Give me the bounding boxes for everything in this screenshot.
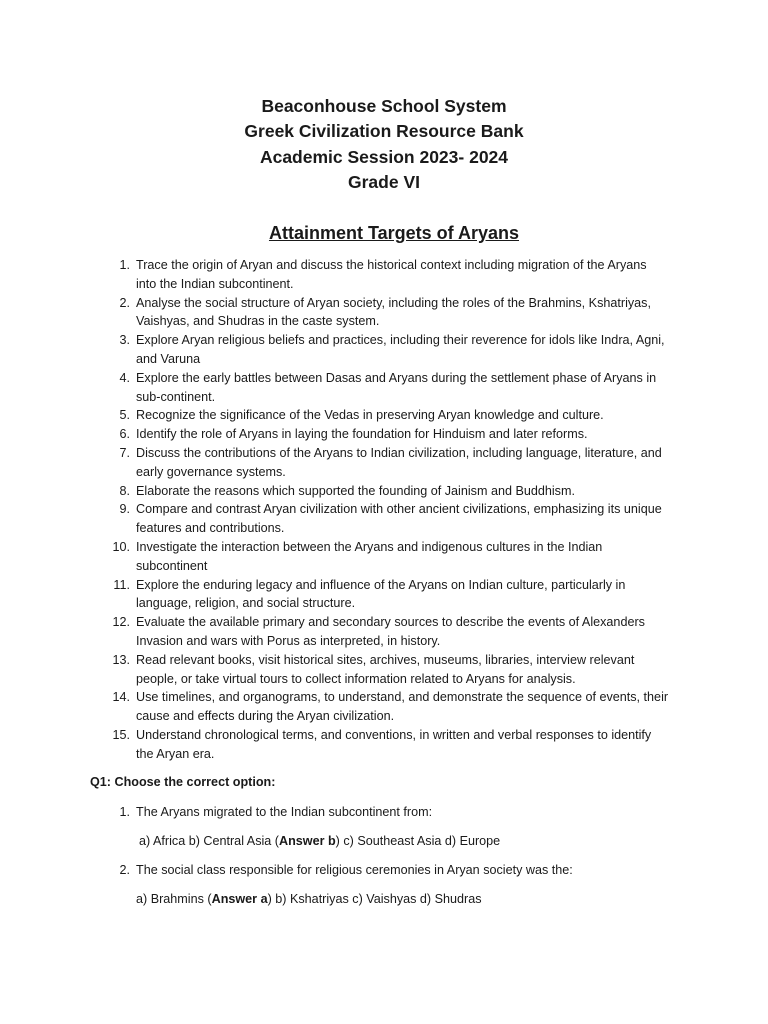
target-text: cause and effects during the Aryan civilization. xyxy=(136,709,395,724)
target-item xyxy=(112,294,682,332)
target-item xyxy=(112,576,682,614)
target-text: Elaborate the reasons which supported the founding of Jainism and Buddhism. xyxy=(136,483,575,498)
target-text: early governance systems. xyxy=(136,464,286,479)
target-item xyxy=(112,726,682,764)
target-text: subcontinent xyxy=(136,558,208,573)
target-text: Read relevant books, visit historical sites, archives, museums, libraries, interview relevant xyxy=(136,652,635,667)
target-text: Investigate the interaction between the Aryans and indigenous cultures in the Indian xyxy=(136,539,603,554)
target-number: 14. xyxy=(112,690,130,705)
target-number: 2. xyxy=(119,295,130,310)
target-text: the Aryan era. xyxy=(136,746,215,761)
target-text: Explore the early battles between Dasas and Aryans during the settlement phase of Aryans in xyxy=(136,370,657,385)
target-number: 12. xyxy=(112,615,130,630)
target-number: 5. xyxy=(119,408,130,423)
target-number: 9. xyxy=(119,502,130,517)
target-item xyxy=(112,688,682,726)
target-text: Use timelines, and organograms, to understand, and demonstrate the sequence of events, their xyxy=(136,690,669,705)
target-text: Discuss the contributions of the Aryans to Indian civilization, including language, literature, and xyxy=(136,445,662,460)
answer-label: Answer a xyxy=(211,892,268,906)
grade-label: Grade VI xyxy=(348,171,420,192)
target-text: Evaluate the available primary and secondary sources to describe the events of Alexanders xyxy=(136,615,645,630)
target-number: 10. xyxy=(112,539,130,554)
target-text: Invasion and wars with Porus as interpreted, in history. xyxy=(136,633,441,648)
target-number: 7. xyxy=(119,445,130,460)
question-number: 1. xyxy=(119,805,130,819)
resource-title: Greek Civilization Resource Bank xyxy=(244,121,524,142)
target-text: Trace the origin of Aryan and discuss the historical context including migration of the Aryans xyxy=(136,258,647,272)
target-text: Recognize the significance of the Vedas in preserving Aryan knowledge and culture. xyxy=(136,408,604,423)
target-item xyxy=(112,406,682,425)
target-item xyxy=(112,482,682,501)
question-text: The Aryans migrated to the Indian subcontinent from: xyxy=(136,805,433,819)
target-item xyxy=(112,369,682,407)
question-text: The social class responsible for religious ceremonies in Aryan society was the: xyxy=(136,863,573,877)
target-text: into the Indian subcontinent. xyxy=(136,276,294,291)
question-options xyxy=(136,890,482,908)
question-options xyxy=(139,832,500,850)
target-text: features and contributions. xyxy=(136,521,285,536)
target-text: Analyse the social structure of Aryan society, including the roles of the Brahmins, Kshatriyas, xyxy=(136,295,651,310)
options-text: a) Brahmins ( xyxy=(136,892,212,906)
target-number: 13. xyxy=(112,652,130,667)
q1-heading: Q1: Choose the correct option: xyxy=(90,775,276,789)
options-text: ) c) Southeast Asia d) Europe xyxy=(335,834,501,848)
target-item xyxy=(112,444,682,482)
target-number: 11. xyxy=(113,577,130,592)
target-text: and Varuna xyxy=(136,351,201,366)
target-text: Explore the enduring legacy and influence of the Aryans on Indian culture, particularly in xyxy=(136,577,626,592)
question-item xyxy=(112,861,573,879)
target-item xyxy=(112,256,682,294)
target-text: Compare and contrast Aryan civilization with other ancient civilizations, emphasizing its unique xyxy=(136,502,662,517)
options-text: a) Africa b) Central Asia ( xyxy=(139,834,279,848)
attainment-targets-list xyxy=(112,256,682,764)
academic-session: Academic Session 2023- 2024 xyxy=(259,146,509,167)
target-text: sub-continent. xyxy=(136,389,216,404)
target-text: people, or take virtual tours to collect information related to Aryans for analysis. xyxy=(136,671,576,686)
target-text: Identify the role of Aryans in laying the foundation for Hinduism and later reforms. xyxy=(136,427,588,442)
document-header xyxy=(0,94,768,195)
target-text: Explore Aryan religious beliefs and practices, including their reverence for idols like Indra, Agni, xyxy=(136,333,665,348)
target-item xyxy=(112,425,682,444)
target-item xyxy=(112,613,682,651)
target-number: 6. xyxy=(119,427,130,442)
target-item xyxy=(112,331,682,369)
target-item xyxy=(112,500,682,538)
school-name: Beaconhouse School System xyxy=(261,96,507,116)
target-number: 3. xyxy=(119,333,130,348)
target-item xyxy=(112,538,682,576)
answer-label: Answer b xyxy=(278,834,336,848)
question-number: 2. xyxy=(119,863,130,877)
target-number: 4. xyxy=(119,370,130,385)
target-text: language, religion, and social structure. xyxy=(136,596,356,611)
target-number: 15. xyxy=(112,727,130,742)
section-title: Attainment Targets of Aryans xyxy=(268,223,520,243)
target-text: Understand chronological terms, and conventions, in written and verbal responses to identify xyxy=(136,727,652,742)
target-number: 1. xyxy=(119,258,130,272)
target-text: Vaishyas, and Shudras in the caste system. xyxy=(136,314,380,329)
target-item xyxy=(112,651,682,689)
question-item xyxy=(112,803,432,821)
target-number: 8. xyxy=(119,483,130,498)
options-text: ) b) Kshatriyas c) Vaishyas d) Shudras xyxy=(267,892,482,906)
